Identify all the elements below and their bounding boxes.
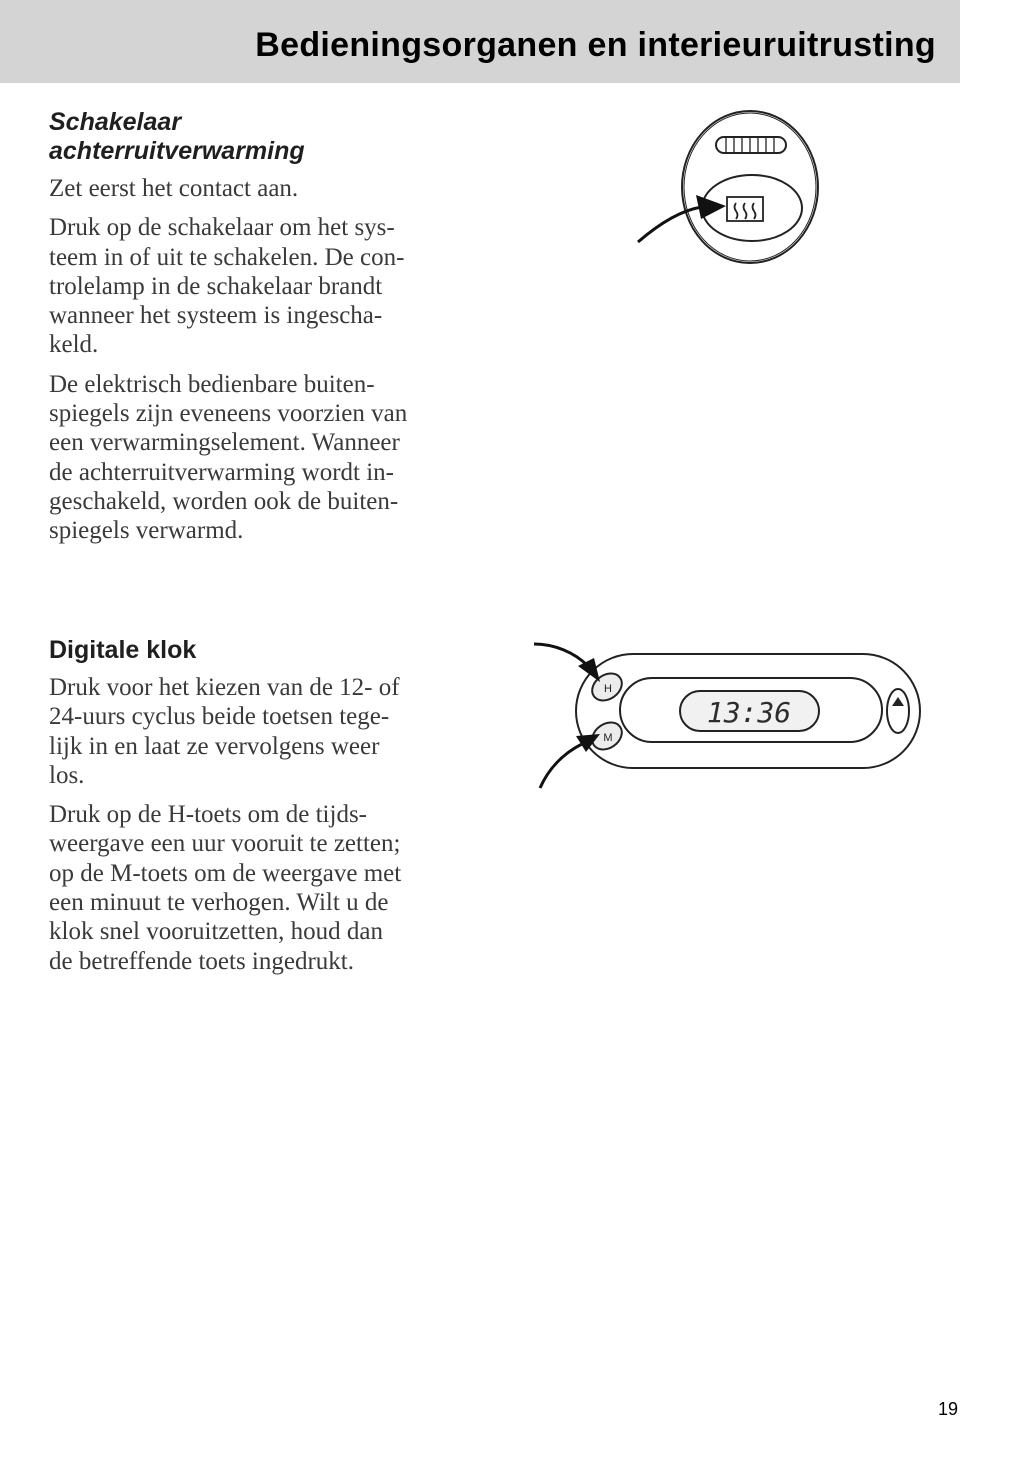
paragraph: De elektrisch bedienbare buiten- spiegels zijn eveneens voorzien van een verwarmingselement. Wanneer de achterruitverwarming wordt in- geschakeld, worden ook de buiten- spiegels verwarmd.	[49, 370, 408, 545]
heading-line-2: achterruitverwarming	[49, 137, 305, 165]
paragraph: Druk op de schakelaar om het sys- teem in of uit te schakelen. De con- trolelamp in de schakelaar brandt wanneer het systeem is ingescha- keld.	[49, 214, 405, 359]
rear-heating-switch-figure	[630, 105, 830, 275]
paragraph: Druk voor het kiezen van de 12- of 24-uurs cyclus beide toetsen tege- lijk in en laat ze vervolgens weer los.	[49, 674, 400, 789]
pointer-arrow-icon	[638, 195, 726, 242]
heading-line-1: Schakelaar	[49, 108, 182, 136]
pointer-arrow-icon	[540, 734, 600, 788]
clock-button-m-label: M	[603, 732, 613, 744]
paragraph: Druk op de H-toets om de tijds- weergave een uur vooruit te zetten; op de M-toets om de weergave met een minuut te verhogen. Wilt u de klok snel vooruitzetten, houd dan de betreffende toets ingedrukt.	[49, 801, 402, 975]
rear-window-defrost-icon	[727, 197, 763, 221]
paragraph: Zet eerst het contact aan.	[49, 175, 299, 202]
clock-button-h-label: H	[604, 683, 612, 695]
page-title: Bedieningsorganen en interieuruitrusting	[255, 26, 936, 64]
clock-display-time: 13:36	[706, 696, 792, 729]
pointer-arrow-icon	[534, 644, 600, 682]
digital-clock-figure	[528, 630, 928, 795]
section-heading-clock: Digitale klok	[49, 636, 197, 664]
section-heading-rear-heating	[49, 108, 489, 166]
eject-icon	[887, 689, 909, 733]
section-digital-clock	[49, 636, 489, 986]
header-band	[0, 0, 960, 83]
section-rear-window-heating	[49, 108, 489, 556]
page-number: 19	[938, 1399, 959, 1419]
